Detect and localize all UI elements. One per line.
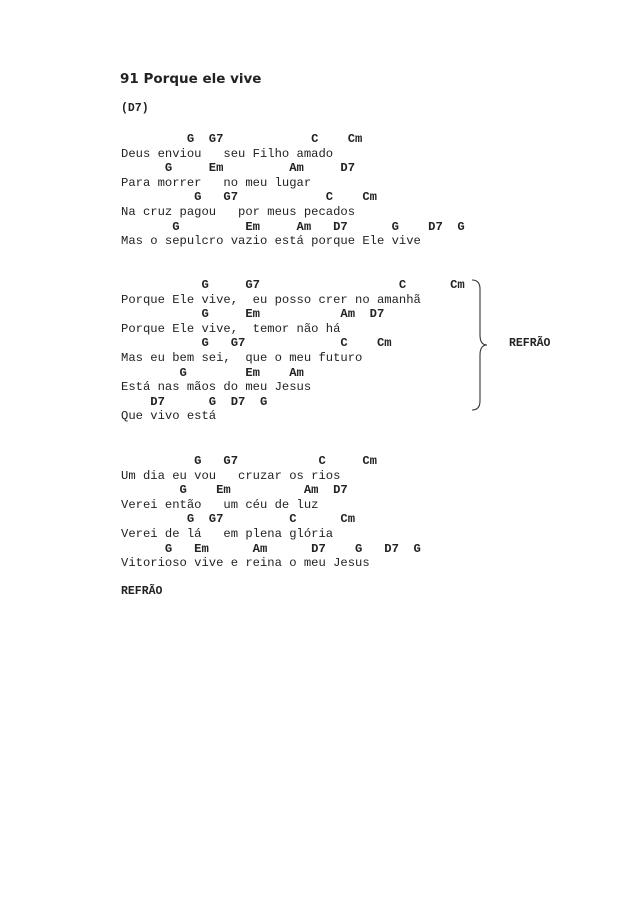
refrain-label: REFRÃO (509, 337, 551, 350)
chord-line: D7 G D7 G (121, 394, 268, 409)
lyric-line: Porque Ele vive, eu posso crer no amanhã (121, 292, 421, 307)
song-title: 91 Porque ele vive (120, 71, 262, 87)
lyric-line: Na cruz pagou por meus pecados (121, 205, 356, 219)
lyric-line: Está nas mãos do meu Jesus (121, 380, 312, 395)
chord-line: G Em Am (121, 365, 304, 380)
lyric-line: Mas o sepulcro vazio está porque Ele vive (121, 234, 421, 249)
chord-line: G Em Am D7 (121, 483, 348, 498)
lyric-line: Mas eu bem sei, que o meu futuro (121, 351, 363, 365)
chord-line: G Em Am D7 (121, 161, 356, 176)
song-key: (D7) (121, 102, 149, 115)
chord-line: G G7 C Cm (121, 512, 356, 527)
chord-line: G Em Am D7 G D7 G (121, 219, 465, 234)
refrain-repeat: REFRÃO (121, 585, 163, 598)
chord-line: G Em Am D7 (121, 307, 385, 322)
lyric-line: Verei então um céu de luz (121, 497, 319, 512)
lyric-line: Vitorioso vive e reina o meu Jesus (121, 556, 370, 571)
lyric-line: Para morrer no meu lugar (121, 175, 312, 190)
lyric-line: Deus enviou seu Filho amado (121, 146, 334, 161)
chord-line: G G7 C Cm (121, 454, 377, 468)
chord-line: G G7 C Cm (121, 336, 392, 351)
refrain-brace-icon (470, 279, 490, 411)
chord-line: G G7 C Cm (121, 278, 465, 292)
lyric-line: Um dia eu vou cruzar os rios (121, 468, 341, 483)
lyric-line: Verei de lá em plena glória (121, 527, 334, 541)
chord-line: G G7 C Cm (121, 190, 377, 205)
chord-line: G Em Am D7 G D7 G (121, 541, 421, 556)
lyric-line: Que vivo está (121, 409, 217, 424)
chord-line: G G7 C Cm (121, 132, 363, 146)
lyric-line: Porque Ele vive, temor não há (121, 321, 341, 336)
